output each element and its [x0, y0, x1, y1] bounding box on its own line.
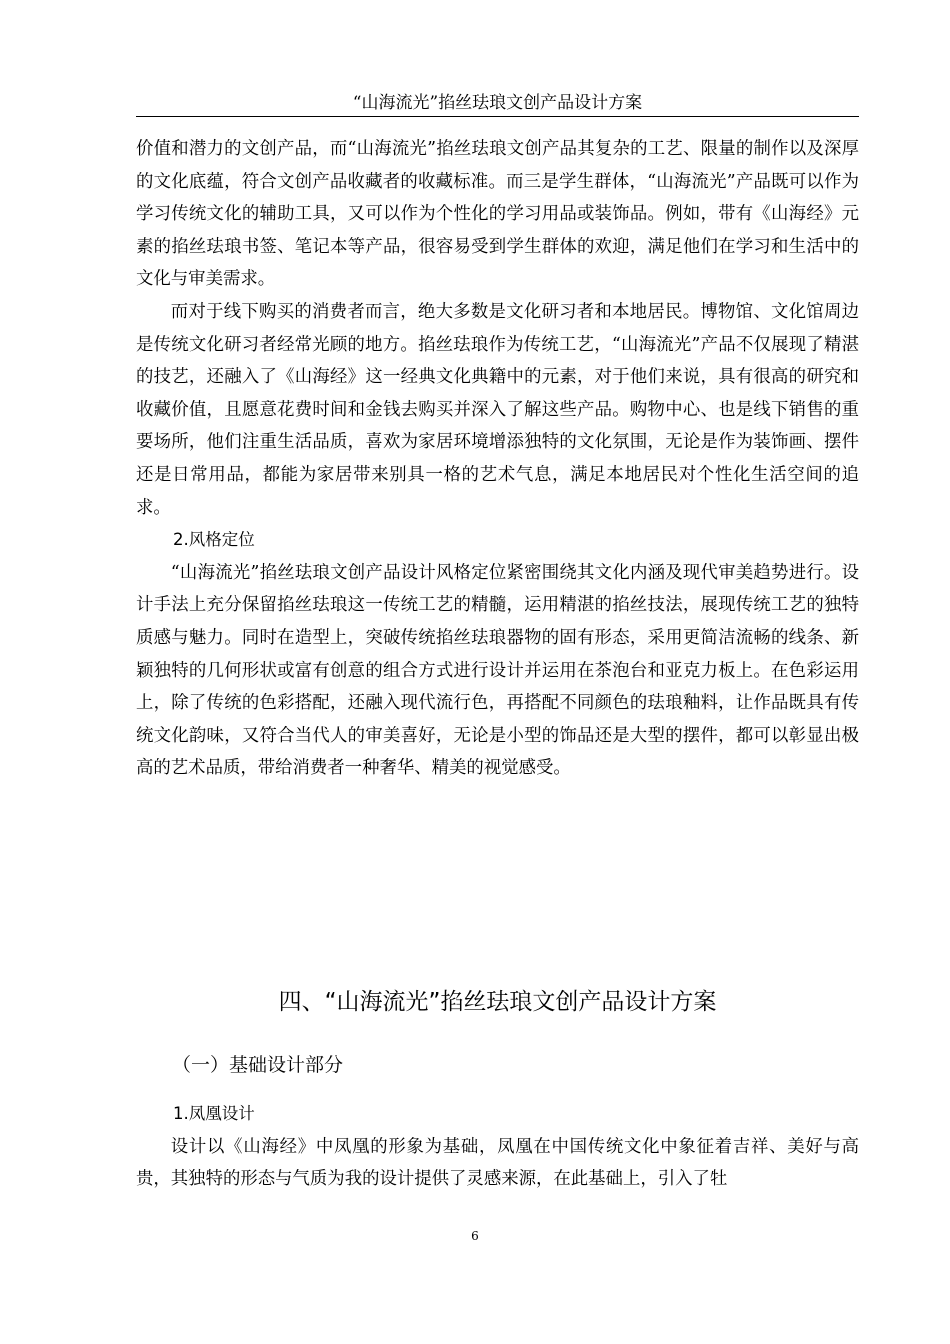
paragraph: “山海流光”掐丝珐琅文创产品设计风格定位紧密围绕其文化内涵及现代审美趋势进行。设计手法上充分保留掐丝珐琅这一传统工艺的精髓，运用精湛的掐丝技法，展现传统工艺的独特质感与魅力。同时在造型上，突破传统掐丝珐琅器物的固有形态，采用更简洁流畅的线条、新颖独特的几何形状或富有创意的组合方式进行设计并运用在茶泡台和亚克力板上。在色彩运用上，除了传统的色彩搭配，还融入现代流行色，再搭配不同颜色的珐琅釉料，让作品既具有传统文化韵味，又符合当代人的审美喜好，无论是小型的饰品还是大型的摆件，都可以彰显出极高的艺术品质，带给消费者一种奢华、精美的视觉感受。 — [136, 562, 859, 779]
body-section-two — [136, 1098, 859, 1196]
paragraph: 设计以《山海经》中凤凰的形象为基础，凤凰在中国传统文化中象征着吉祥、美好与高贵，其独特的形态与气质为我的设计提供了灵感来源，在此基础上，引入了牡 — [136, 1136, 859, 1190]
paragraph: 而对于线下购买的消费者而言，绝大多数是文化研习者和本地居民。博物馆、文化馆周边是传统文化研习者经常光顾的地方。掐丝珐琅作为传统工艺，“山海流光”产品不仅展现了精湛的技艺，还融入了《山海经》这一经典文化典籍中的元素，对于他们来说，具有很高的研究和收藏价值，且愿意花费时间和金钱去购买并深入了解这些产品。购物中心、也是线下销售的重要场所，他们注重生活品质，喜欢为家居环境增添独特的文化氛围，无论是作为装饰画、摆件还是日常用品，都能为家居带来别具一格的艺术气息，满足本地居民对个性化生活空间的追求。 — [136, 301, 859, 518]
page-number: 6 — [471, 1229, 479, 1243]
subheading-style: 2.风格定位 — [173, 530, 255, 550]
header-divider — [136, 116, 859, 117]
running-header: “山海流光”掐丝珐琅文创产品设计方案 — [352, 93, 643, 113]
paragraph: 价值和潜力的文创产品，而“山海流光”掐丝珐琅文创产品其复杂的工艺、限量的制作以及深厚的文化底蕴，符合文创产品收藏者的收藏标准。而三是学生群体，“山海流光”产品既可以作为学习传统文化的辅助工具，又可以作为个性化的学习用品或装饰品。例如，带有《山海经》元素的掐丝珐琅书签、笔记本等产品，很容易受到学生群体的欢迎，满足他们在学习和生活中的文化与审美需求。 — [136, 139, 859, 290]
subheading-phoenix: 1.凤凰设计 — [173, 1104, 255, 1123]
body-section-one — [136, 133, 859, 785]
section-title: （一）基础设计部分 — [172, 1054, 344, 1076]
chapter-title: 四、“山海流光”掐丝珐琅文创产品设计方案 — [278, 989, 717, 1015]
